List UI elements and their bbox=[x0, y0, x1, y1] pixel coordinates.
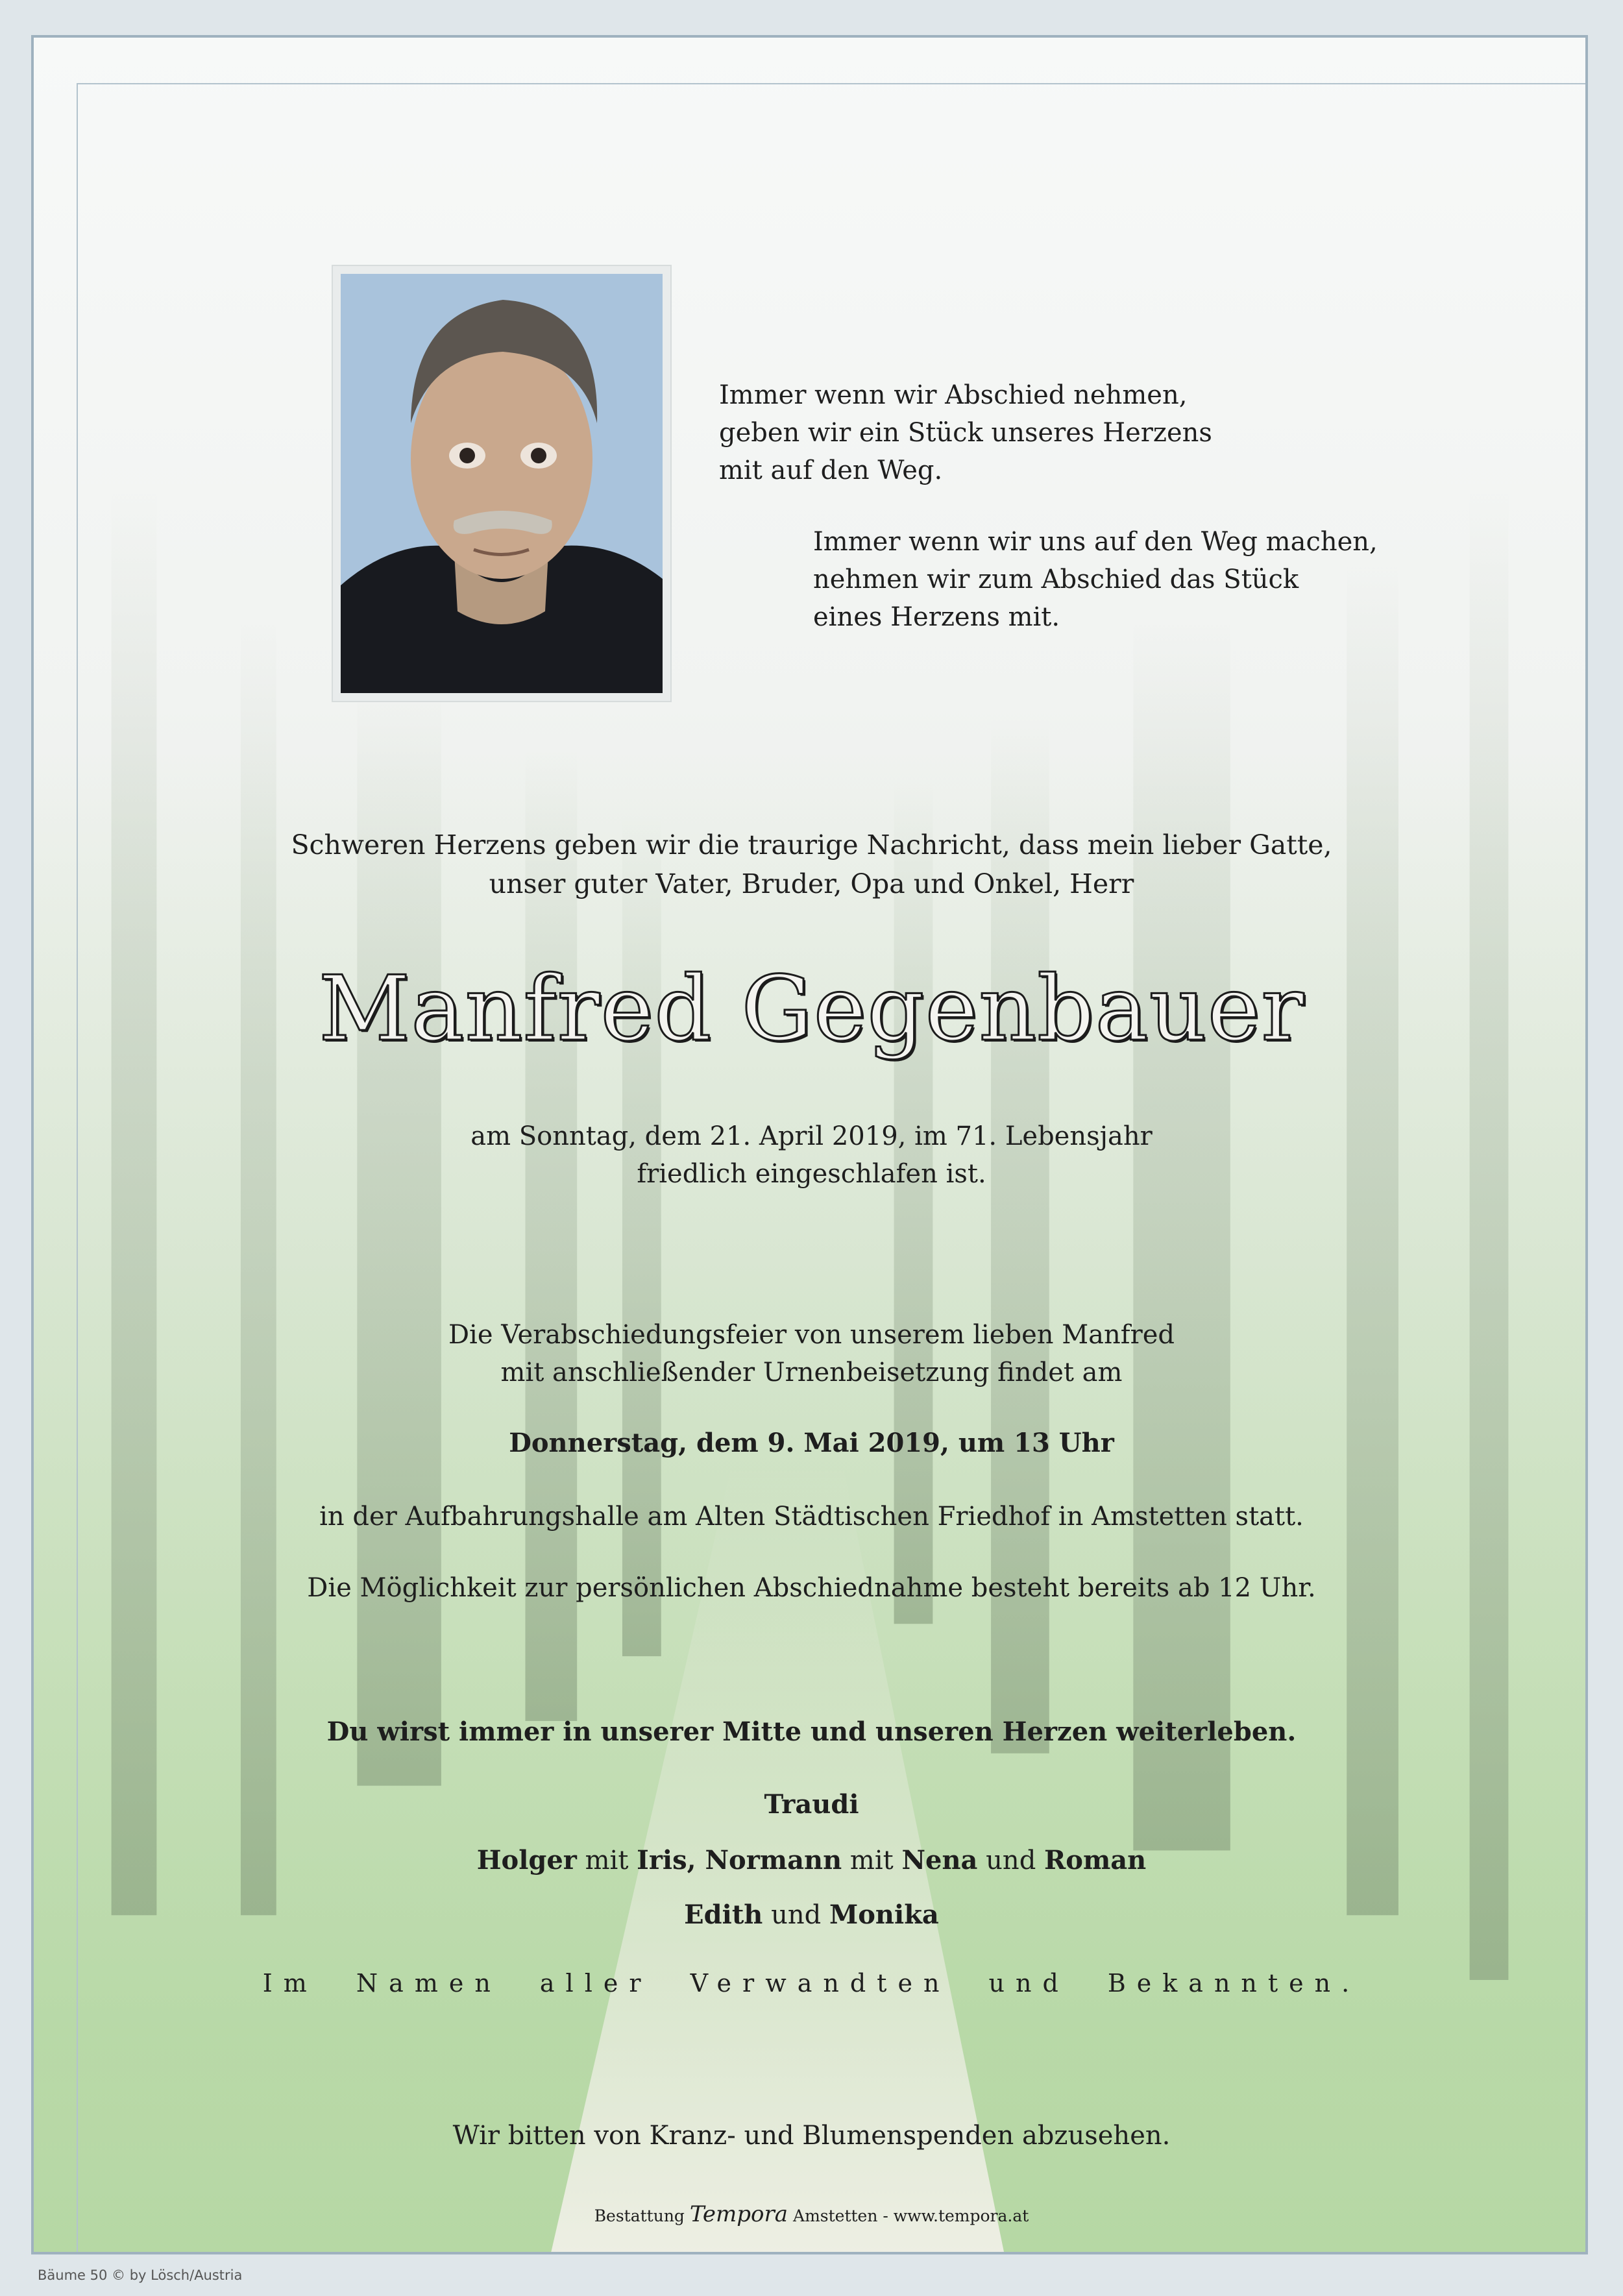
ceremony-location: in der Aufbahrungshalle am Alten Städtischen Friedhof in Amstetten statt. bbox=[319, 1502, 1304, 1532]
poem-line: geben wir ein Stück unseres Herzens bbox=[719, 418, 1212, 448]
mourner-name: Roman bbox=[1044, 1845, 1147, 1875]
poem-line: eines Herzens mit. bbox=[813, 602, 1060, 632]
connector-text: mit bbox=[576, 1846, 637, 1875]
death-info-line: friedlich eingeschlafen ist. bbox=[637, 1159, 986, 1189]
ceremony-line: Die Verabschiedungsfeier von unserem lieben Manfred bbox=[448, 1320, 1175, 1350]
connector-text: mit bbox=[842, 1846, 902, 1875]
poem-line: mit auf den Weg. bbox=[719, 456, 943, 485]
donation-note: Wir bitten von Kranz- und Blumenspenden abzusehen. bbox=[452, 2121, 1171, 2151]
connector-text: und bbox=[763, 1900, 829, 1930]
funeral-home-footer bbox=[0, 2203, 1623, 2228]
mourner-name: Holger bbox=[476, 1845, 577, 1875]
mourner-name: Edith bbox=[684, 1899, 763, 1930]
ceremony-line: mit anschließender Urnenbeisetzung findet am bbox=[500, 1358, 1123, 1387]
announcement-line: unser guter Vater, Bruder, Opa und Onkel, Herr bbox=[489, 868, 1134, 899]
ceremony-date: Donnerstag, dem 9. Mai 2019, um 13 Uhr bbox=[509, 1428, 1114, 1458]
deceased-name: Manfred Gegenbauer bbox=[318, 957, 1305, 1061]
funeral-home-logo: Tempora bbox=[689, 2201, 788, 2227]
farewell-line: Du wirst immer in unserer Mitte und unseren Herzen weiterleben. bbox=[326, 1716, 1297, 1747]
mourner-name: Nena bbox=[901, 1845, 978, 1875]
death-info bbox=[0, 1117, 1623, 1193]
portrait-image bbox=[341, 274, 663, 693]
mourner-name: Monika bbox=[829, 1899, 939, 1930]
mourner-line-2 bbox=[0, 1842, 1623, 1879]
mourner-line-1: Traudi bbox=[764, 1789, 859, 1820]
poem-line: nehmen wir zum Abschied das Stück bbox=[813, 565, 1299, 594]
poem-line: Immer wenn wir uns auf den Weg machen, bbox=[813, 527, 1378, 557]
mourner-name: Iris, Normann bbox=[637, 1845, 842, 1875]
footer-prefix: Bestattung bbox=[594, 2206, 690, 2225]
viewing-note: Die Möglichkeit zur persönlichen Abschiednahme besteht bereits ab 12 Uhr. bbox=[307, 1573, 1316, 1603]
announcement bbox=[0, 825, 1623, 903]
poem-line: Immer wenn wir Abschied nehmen, bbox=[719, 380, 1188, 410]
poem-stanza-2 bbox=[813, 523, 1378, 636]
mourner-line-3 bbox=[0, 1896, 1623, 1934]
footer-suffix: Amstetten - www.tempora.at bbox=[788, 2206, 1029, 2225]
announcement-line: Schweren Herzens geben wir die traurige Nachricht, dass mein lieber Gatte, bbox=[291, 829, 1332, 861]
image-credit: Bäume 50 © by Lösch/Austria bbox=[38, 2267, 243, 2283]
death-info-line: am Sonntag, dem 21. April 2019, im 71. Lebensjahr bbox=[470, 1121, 1153, 1151]
relatives-line: Im Namen aller Verwandten und Bekannten. bbox=[262, 1969, 1361, 1997]
portrait-photo bbox=[333, 266, 670, 701]
connector-text: und bbox=[977, 1846, 1045, 1875]
poem-stanza-1 bbox=[719, 376, 1212, 489]
ceremony-intro bbox=[0, 1316, 1623, 1391]
